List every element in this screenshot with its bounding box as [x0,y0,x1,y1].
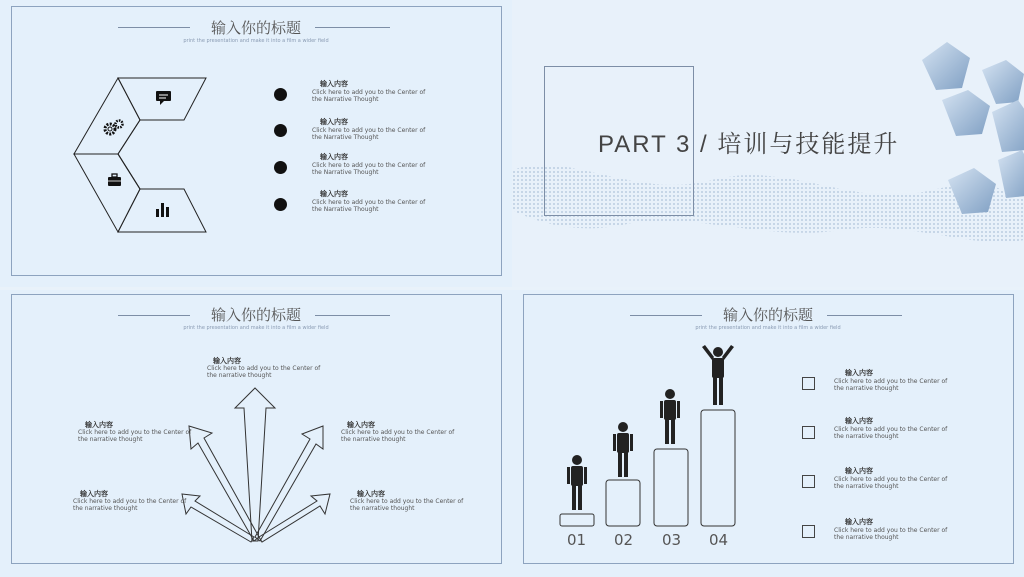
step-number: 02 [614,531,634,549]
bullet-dot [274,161,287,174]
slide-2[interactable] [512,0,1024,287]
item-text: Click here to add you to the Center of the Narrative Thought [312,162,426,176]
chat-icon [156,91,172,105]
slide-4[interactable] [512,290,1024,577]
slide-3-title: 输入你的标题 [210,306,301,324]
slide-4-title: 输入你的标题 [722,306,813,324]
slide-3[interactable] [0,290,512,577]
item-text: Click here to add you to the Center of the narrative thought [350,498,464,512]
slide-1-subtitle: print the presentation and make it into a film a wider field [183,38,329,44]
item-label: 输入内容 [845,467,873,475]
item-label: 输入内容 [347,421,375,429]
item-text: Click here to add you to the Center of the narrative thought [834,378,948,392]
item-label: 输入内容 [80,490,108,498]
bullet-dot [274,124,287,137]
item-label: 输入内容 [213,357,241,365]
bullet-dot [274,88,287,101]
podium-steps [556,342,746,532]
slide-4-subtitle: print the presentation and make it into a film a wider field [695,325,841,331]
item-text: Click here to add you to the Center of the narrative thought [73,498,187,512]
slide-1-title: 输入你的标题 [210,19,301,37]
item-text: Click here to add you to the Center of the narrative thought [207,365,321,379]
item-label: 输入内容 [845,369,873,377]
item-text: Click here to add you to the Center of the narrative thought [834,527,948,541]
item-text: Click here to add you to the Center of the narrative thought [341,429,455,443]
step-number: 03 [662,531,682,549]
item-text: Click here to add you to the Center of the Narrative Thought [312,199,426,213]
checkbox[interactable] [802,377,815,390]
item-text: Click here to add you to the Center of the narrative thought [78,429,192,443]
item-label: 输入内容 [320,190,348,198]
bar-chart-icon [156,203,170,217]
briefcase-icon [108,174,122,186]
item-label: 输入内容 [320,118,348,126]
checkbox[interactable] [802,525,815,538]
part-heading: PART 3 / 培训与技能提升 [598,131,900,158]
item-label: 输入内容 [357,490,385,498]
item-label: 输入内容 [845,518,873,526]
item-text: Click here to add you to the Center of the narrative thought [834,476,948,490]
step-number: 01 [567,531,587,549]
item-text: Click here to add you to the Center of the Narrative Thought [312,127,426,141]
item-label: 输入内容 [320,80,348,88]
item-text: Click here to add you to the Center of the narrative thought [834,426,948,440]
slide-3-subtitle: print the presentation and make it into a film a wider field [183,325,329,331]
gears-icon [103,119,125,137]
checkbox[interactable] [802,475,815,488]
item-text: Click here to add you to the Center of the Narrative Thought [312,89,426,103]
cubes-graphic [922,40,1024,240]
bullet-dot [274,198,287,211]
item-label: 输入内容 [845,417,873,425]
checkbox[interactable] [802,426,815,439]
item-label: 输入内容 [320,153,348,161]
slide-1[interactable] [0,0,512,287]
arrows-graphic [158,386,358,556]
item-label: 输入内容 [85,421,113,429]
step-number: 04 [709,531,729,549]
